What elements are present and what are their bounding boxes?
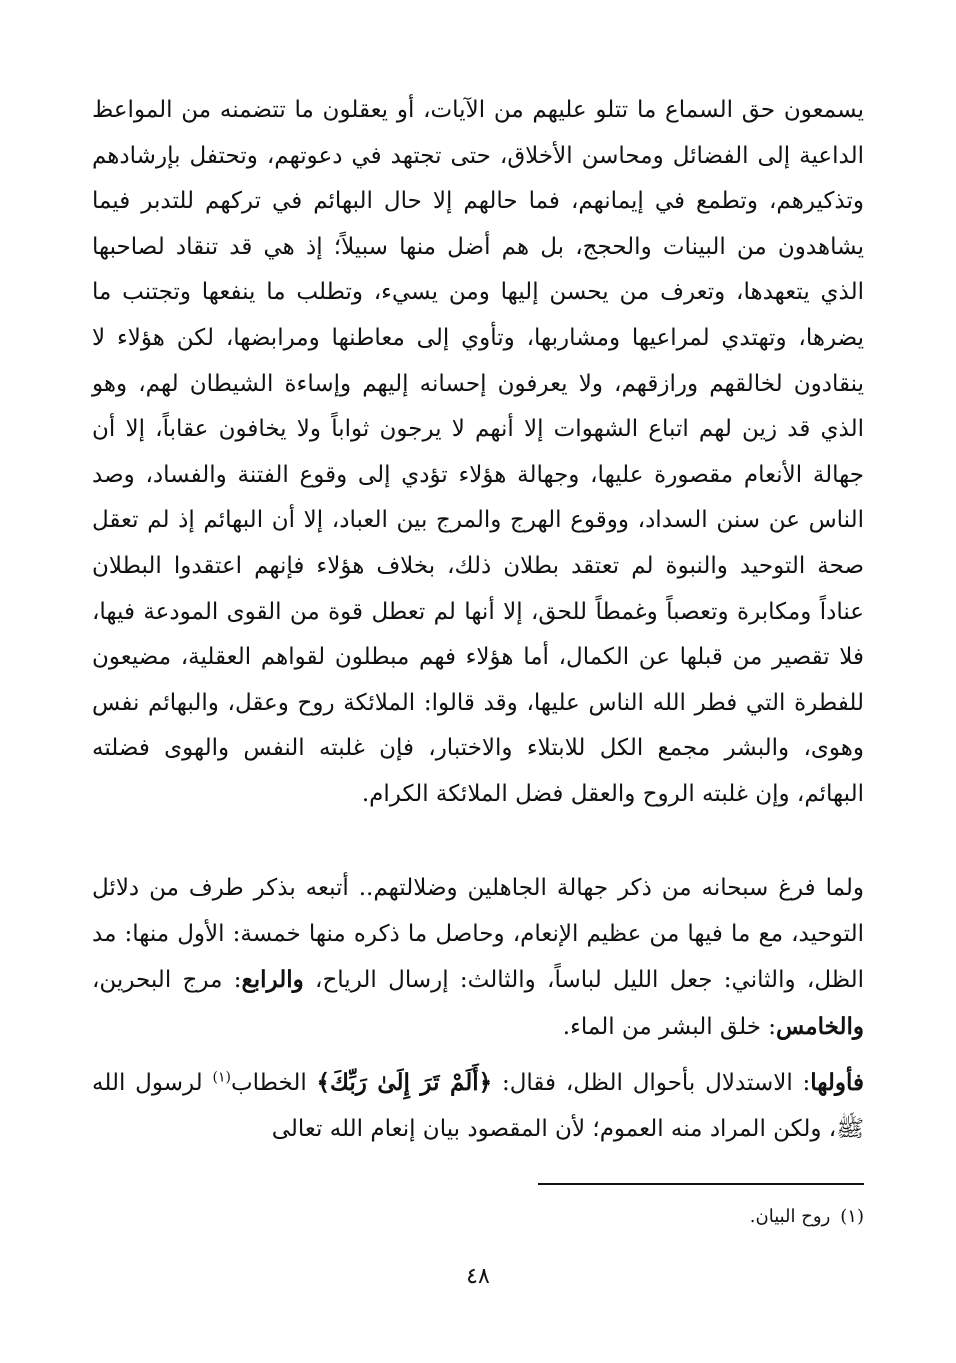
fourth-text: : مرج البحرين، [92, 967, 242, 994]
fifth-text: : خلق البشر من الماء. [562, 1013, 776, 1040]
first-label: فأولها [810, 1069, 865, 1096]
footnote [500, 1202, 864, 1232]
quran-quote: ﴿أَلَمْ تَرَ إِلَىٰ رَبِّكَ﴾ [316, 1069, 493, 1096]
footnote-reference: (١) [212, 1069, 231, 1086]
fourth-label: والرابع [241, 966, 304, 994]
paragraph-text: لرسول الله ﷺ، ولكن المراد منه العموم؛ لأن المقصود بيان إنعام الله تعالى [92, 1070, 864, 1142]
fifth-label: والخامس [775, 1012, 864, 1040]
body-paragraph-3 [92, 1060, 908, 1152]
footnote-text: روح البيان. [749, 1206, 831, 1227]
paragraph-text: ولما فرغ سبحانه من ذكر جهالة الجاهلين وضلالتهم.. أتبعه بذكر طرف من دلائل التوحيد، مع ما فيها من عظيم الإنعام، وحاصل ما ذكره منها خمسة: الأول منها: مد الظل، والثاني: جعل الليل لباساً، والثالث: إرسال الرياح، [92, 875, 864, 994]
footnote-number: (١) [840, 1206, 864, 1227]
footnote-divider [538, 1183, 864, 1185]
body-paragraph-1 [92, 88, 864, 818]
paragraph-text: يسمعون حق السماع ما تتلو عليهم من الآيات، أو يعقلون ما تتضمنه من المواعظ الداعية إلى الفضائل ومحاسن الأخلاق، حتى تجتهد في دعوتهم، وتحتفل بإرشادهم وتذكيرهم، وتطمع في إيمانهم، فما حالهم إلا حال البهائم في تركهم للتدبر فيما يشاهدون من البينات والحجج، بل هم أضل منها سبيلاً؛ إذ هي قد تنقاد لصاحبها الذي يتعهدها، وتعرف من يحسن إليها ومن يسيء، وتطلب ما ينفعها وتجتنب ما يضرها، وتهتدي لمراعيها ومشاربها، وتأوي إلى معاطنها ومرابضها، لكن هؤلاء لا ينقادون لخالقهم ورازقهم، ولا يعرفون إحسانه إليهم وإساءة الشيطان لهم، وهو الذي قد زين لهم اتباع الشهوات إلا أنهم لا يرجون ثواباً ولا يخافون عقاباً، إلا أن جهالة الأنعام مقصورة عليها، وجهالة هؤلاء تؤدي إلى وقوع الفتنة والفساد، وصد الناس عن سنن السداد، ووقوع الهرج والمرج بين العباد، إلا أن البهائم إذ لم تعقل صحة التوحيد والنبوة لم تعتقد بطلان ذلك، بخلاف هؤلاء فإنهم اعتقدوا البطلان عناداً ومكابرة وتعصباً وغمطاً للحق، إلا أنها لم تعطل قوة من القوى المودعة فيها، فلا تقصير من قبلها عن الكمال، أما هؤلاء فهم مبطلون لقواهم العقلية، مضيعون للفطرة التي فطر الله الناس عليها، وقد قالوا: الملائكة روح وعقل، والبهائم نفس وهوى، والبشر مجمع الكل للابتلاء والاختبار، فإن غلبته النفس والهوى فضلته البهائم، وإن غلبته الروح والعقل فضل الملائكة الكرام. [92, 97, 864, 807]
paragraph-text: : الاستدلال بأحوال الظل، فقال: [492, 1070, 811, 1096]
paragraph-text: الخطاب [230, 1070, 317, 1096]
body-paragraph-2 [92, 866, 908, 1050]
page-number: ٤٨ [466, 1264, 490, 1289]
